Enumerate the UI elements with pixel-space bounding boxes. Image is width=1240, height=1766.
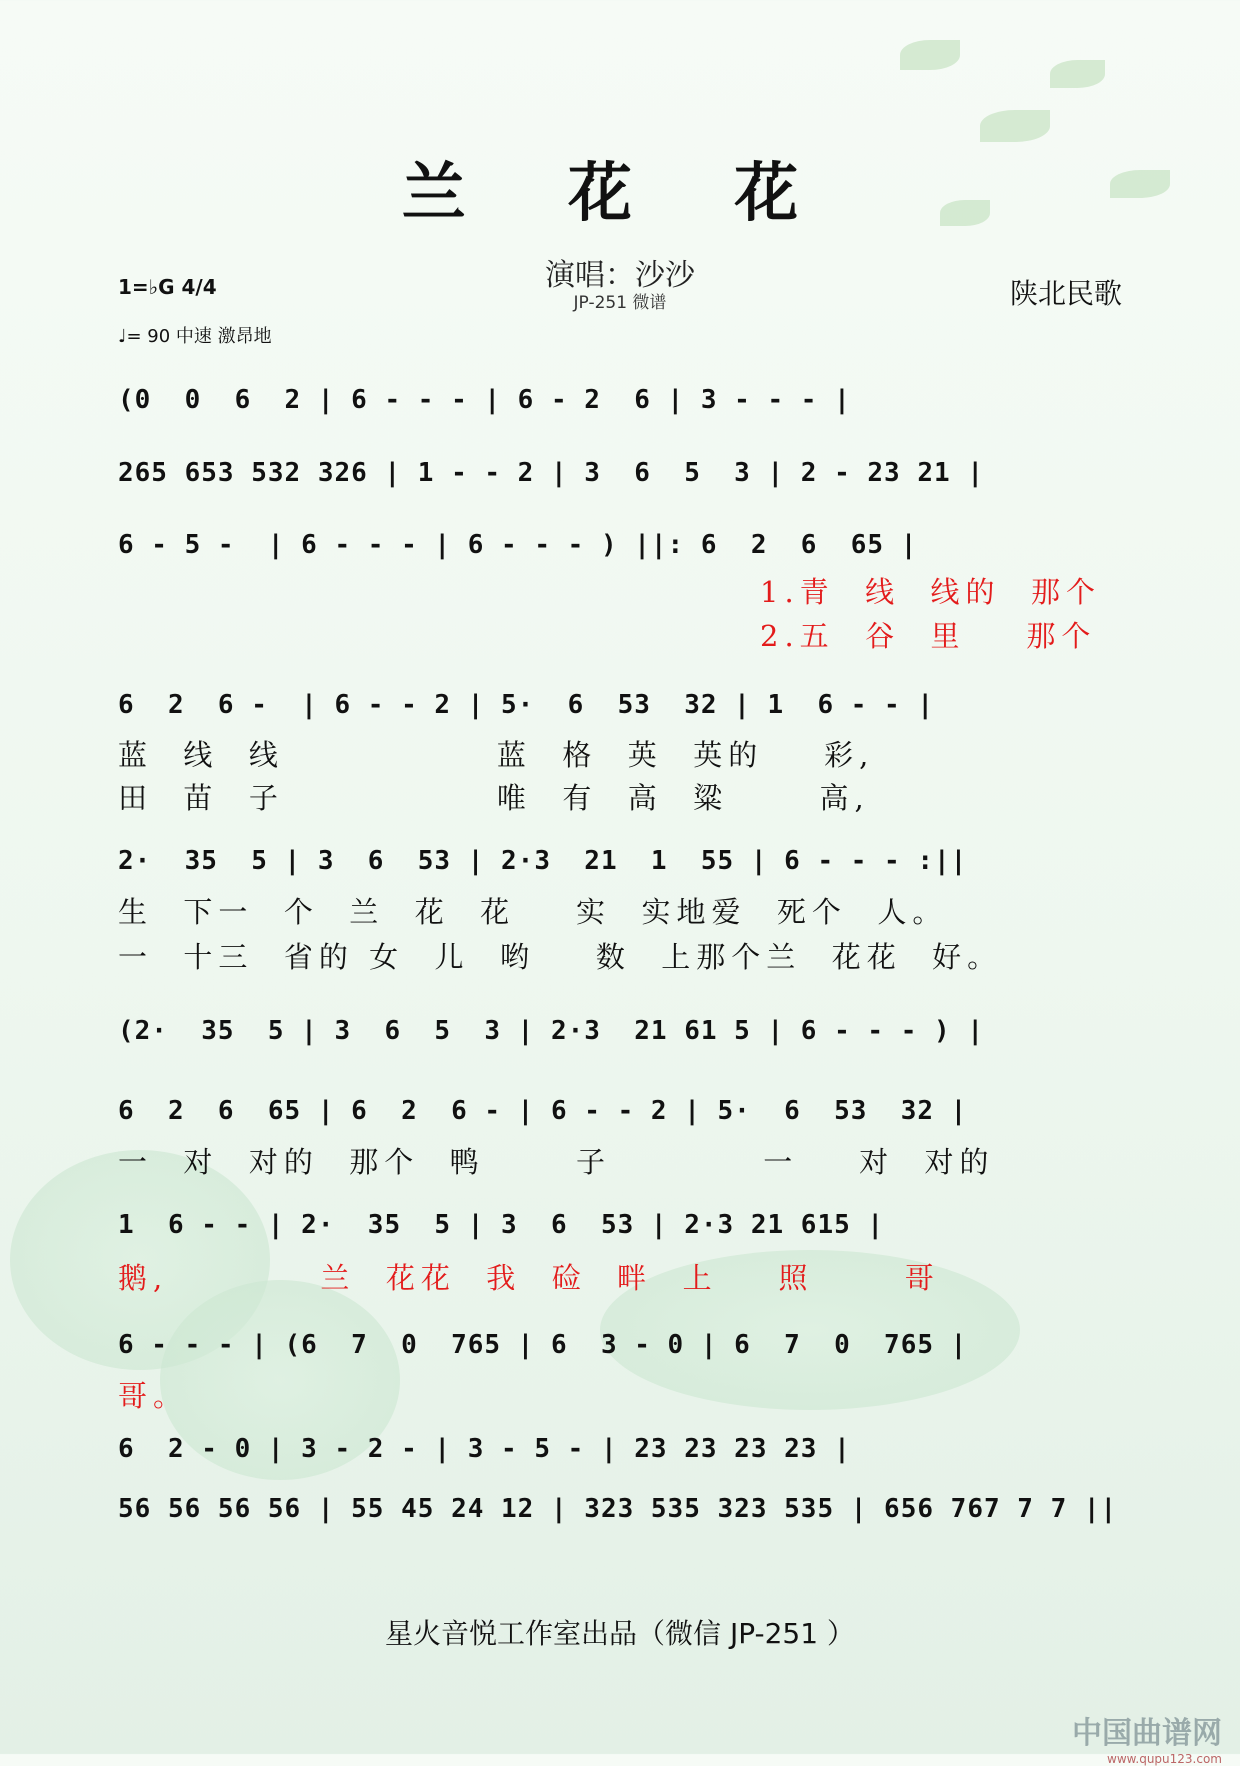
leaf-decoration bbox=[980, 110, 1050, 142]
lyric-line-6: 鹅, 兰 花花 我 硷 畔 上 照 哥 bbox=[118, 1261, 940, 1295]
notation-line-2: 265 653 532 326 | 1 - - 2 | 3 6 5 3 | 2 - 23 21 | bbox=[118, 458, 984, 488]
notation-line-5: 2· 35 5 | 3 6 53 | 2·3 21 1 55 | 6 - - - :|| bbox=[118, 846, 968, 876]
notation-line-4: 6 2 6 - | 6 - - 2 | 5· 6 53 32 | 1 6 - - | bbox=[118, 690, 935, 720]
watermark-text: 中国曲谱网 bbox=[1072, 1716, 1222, 1751]
lyric-line-7: 哥。 bbox=[118, 1379, 189, 1413]
publisher-footer: 星火音悦工作室出品（微信 JP-251 ） bbox=[385, 1617, 855, 1650]
lyric-line-4a: 生 下一 个 兰 花 花 实 实地爱 死个 人。 bbox=[118, 895, 948, 929]
singer: 演唱：沙沙 bbox=[545, 258, 695, 293]
notation-line-6: (2· 35 5 | 3 6 5 3 | 2·3 21 61 5 | 6 - - - ) | bbox=[118, 1016, 984, 1046]
song-title: 兰 花 花 bbox=[401, 156, 839, 231]
notation-line-11: 56 56 56 56 | 55 45 24 12 | 323 535 323 535 | 656 767 7 7 || bbox=[118, 1494, 1118, 1524]
notation-line-1: (0 0 6 2 | 6 - - - | 6 - 2 6 | 3 - - - | bbox=[118, 385, 851, 415]
notation-line-3: 6 - 5 - | 6 - - - | 6 - - - ) ||: 6 2 6 65 | bbox=[118, 530, 918, 560]
lyric-v1-intro: 1.青 线 线的 那个 bbox=[760, 575, 1101, 609]
song-origin: 陕北民歌 bbox=[1009, 277, 1122, 310]
leaf-decoration bbox=[900, 40, 960, 70]
notation-line-8: 1 6 - - | 2· 35 5 | 3 6 53 | 2·3 21 615 | bbox=[118, 1210, 885, 1240]
key-signature: 1=♭G 4/4 bbox=[118, 275, 217, 299]
lyric-line-4b: 一 十三 省的 女 儿 哟 数 上那个兰 花花 好。 bbox=[118, 940, 1003, 974]
lyric-line-3b: 田 苗 子 唯 有 高 粱 高, bbox=[118, 781, 870, 815]
notation-line-7: 6 2 6 65 | 6 2 6 - | 6 - - 2 | 5· 6 53 32 | bbox=[118, 1096, 968, 1126]
lyric-line-5: 一 对 对的 那个 鸭 子 一 对 对的 bbox=[118, 1145, 995, 1179]
lyric-line-3a: 蓝 线 线 蓝 格 英 英的 彩, bbox=[118, 738, 875, 772]
notation-line-10: 6 2 - 0 | 3 - 2 - | 3 - 5 - | 23 23 23 23 | bbox=[118, 1434, 851, 1464]
tempo-marking: ♩= 90 中速 激昂地 bbox=[118, 326, 272, 347]
score-code: JP-251 微谱 bbox=[573, 293, 667, 313]
leaf-decoration bbox=[1050, 60, 1105, 88]
lyric-v2-intro: 2.五 谷 里 那个 bbox=[760, 619, 1097, 653]
watermark-url: www.qupu123.com bbox=[1107, 1752, 1222, 1766]
notation-line-9: 6 - - - | (6 7 0 765 | 6 3 - 0 | 6 7 0 765 | bbox=[118, 1330, 968, 1360]
site-watermark bbox=[1072, 1708, 1222, 1766]
